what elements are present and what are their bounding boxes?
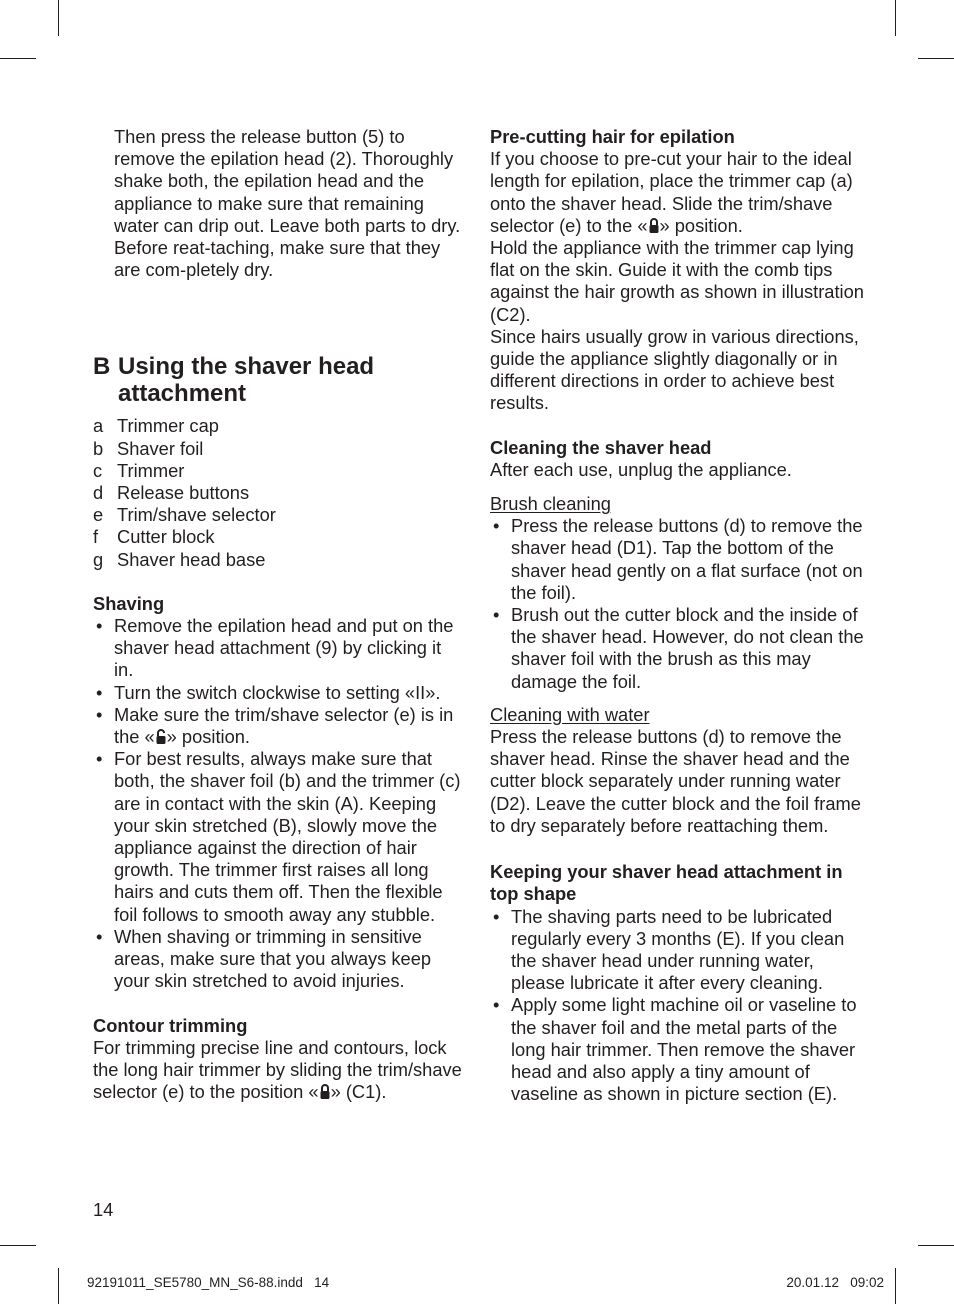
cleaning-heading: Cleaning the shaver head [490,436,712,458]
section-title [93,353,463,407]
list-item: • When shaving or trimming in sensitive areas, make sure that you always keep your skin stretched to avoid injuries. [96,925,432,992]
brush-cleaning-list [490,515,865,693]
section-letter: B [93,353,111,381]
crop-mark-bottom-right-vertical [895,1268,896,1304]
contour-heading: Contour trimming [93,1014,248,1036]
list-item: • Press the release buttons (d) to remove the shaver head (D1). Tap the bottom of the shaver head gently on a flat surface (not on the foil). [493,515,863,603]
list-item: • Turn the switch clockwise to setting «II». [96,681,441,703]
list-item: d Release buttons [93,482,250,504]
water-cleaning-heading: Cleaning with water [490,703,650,725]
precut-heading: Pre-cutting hair for epilation [490,126,735,147]
list-item: b Shaver foil [93,437,204,459]
padlock-open-icon [155,728,167,745]
list-item: f Cutter block [93,526,215,548]
parts-list [93,415,463,570]
padlock-closed-icon [648,217,660,234]
crop-mark-bottom-right-horizontal [918,1245,954,1246]
crop-mark-bottom-left-horizontal [0,1245,36,1246]
intro-paragraph: Then press the release button (5) to remove the epilation head (2). Thoroughly shake both, the epilation head and the appliance to make sure that remaining water can drip out. Leave both parts to dry. Before reat-taching, make sure that they are com-pletely dry. [114,126,461,281]
crop-mark-top-left-vertical [58,0,59,36]
crop-mark-top-right-vertical [895,0,896,36]
crop-mark-top-left-horizontal [0,58,36,59]
file-slug: 92191011_SE5780_MN_S6-88.indd 14 [87,1275,330,1290]
list-item: c Trimmer [93,459,185,481]
list-item: • For best results, always make sure that both, the shaver foil (b) and the trimmer (c) are in contact with the skin (A). Keeping your skin stretched (B), slowly move the appliance against the direction of hair growth. The trimmer first raises all long hairs and cuts them off. Then the flexible foil follows to smooth away any stubble. [96,748,461,925]
shaving-heading: Shaving [93,592,165,614]
list-item: • The shaving parts need to be lubricated regularly every 3 months (E). If you clean the shaver head under running water, please lubricate it after every cleaning. [493,905,845,994]
page-number: 14 [93,1199,114,1220]
list-item: e Trim/shave selector [93,504,276,526]
keeping-list [490,906,865,1106]
date-time-slug: 20.01.12 09:02 [786,1275,884,1290]
crop-mark-top-right-horizontal [918,58,954,59]
list-item: • Remove the epilation head and put on the shaver head attachment (9) by clicking it in. [96,615,454,681]
keeping-heading: Keeping your shaver head attachment in top shape [490,861,843,905]
precut-paragraph-3: Since hairs usually grow in various directions, guide the appliance slightly diagonally or in different directions in order to achieve best results. [490,325,859,414]
list-item: • Brush out the cutter block and the inside of the shaver head. However, do not clean the shaver foil with the brush as this may damage the foil. [493,604,864,692]
left-column [93,126,463,1103]
section-title-text: Using the shaver head attachment [118,353,375,408]
list-item: • Make sure the trim/shave selector (e) is in the « » position. [96,703,454,748]
right-column [490,126,865,1105]
cleaning-intro: After each use, unplug the appliance. [490,458,792,480]
contour-text: For trimming precise line and contours, lock the long hair trimmer by sliding the trim/shave selector (e) to the position « » (C1). [93,1036,462,1103]
list-item: a Trimmer cap [93,415,219,437]
precut-paragraph-2: Hold the appliance with the trimmer cap lying flat on the skin. Guide it with the comb tips against the hair growth as shown in illustration (C2). [490,237,864,325]
brush-cleaning-heading: Brush cleaning [490,493,611,515]
list-item: • Apply some light machine oil or vaseline to the shaver foil and the metal parts of the long hair trimmer. Then remove the shaver head and also apply a tiny amount of vaseline as shown in picture section (E). [493,994,857,1105]
padlock-closed-icon [319,1083,331,1100]
water-cleaning-text: Press the release buttons (d) to remove the shaver head. Rinse the shaver head and the cutter block separately under running water (D2). Leave the cutter block and the foil frame to dry separately before reattaching them. [490,726,861,836]
crop-mark-bottom-left-vertical [58,1268,59,1304]
list-item: g Shaver head base [93,548,266,570]
shaving-bullet-list [93,615,463,992]
precut-text: If you choose to pre-cut your hair to the ideal length for epilation, place the trimmer cap (a) onto the shaver head. Slide the trim/shave selector (e) to the « » position. [490,148,853,236]
